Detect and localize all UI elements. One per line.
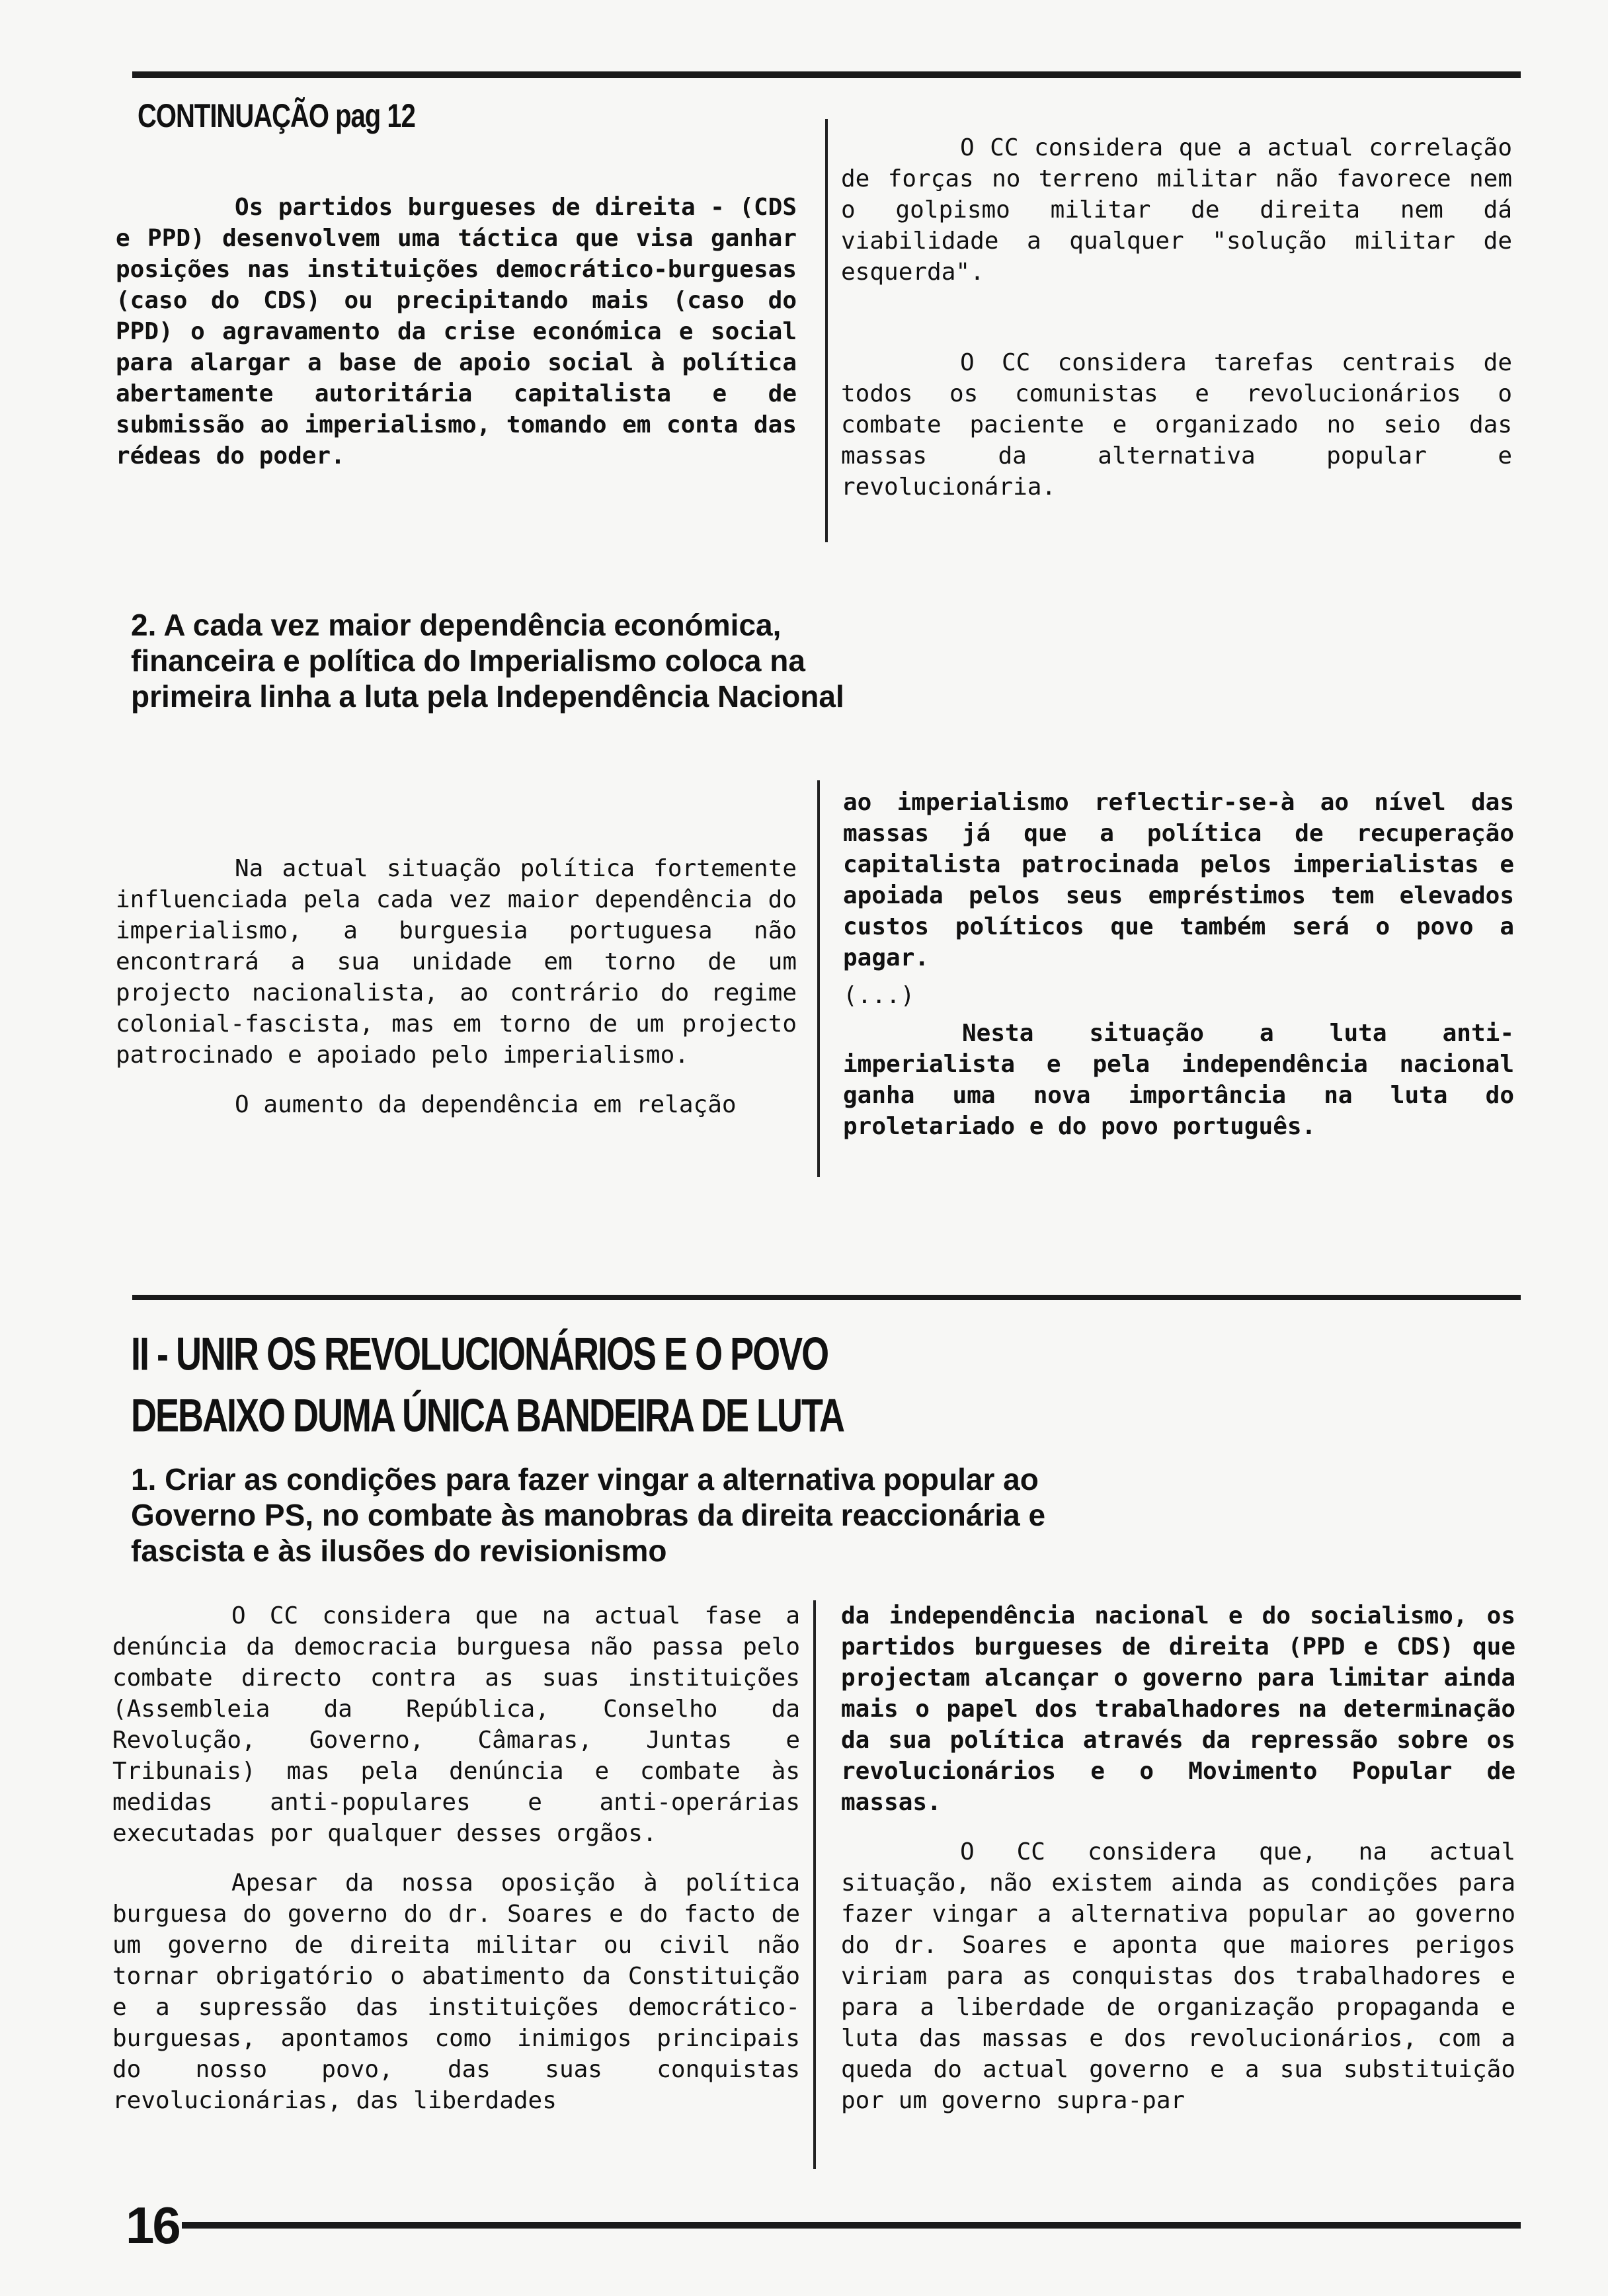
paragraph: O CC considera que, na actual situação, não existem ainda as condições para fazer vingar a alternativa popular ao governo do dr. Soares e aponta que maiores perigos viriam para as conquistas dos trabalhadores e para a liberdade de organização propaganda e luta das massas e dos revolucionários, com a queda do actual governo e a sua substituição por um governo supra-par [841, 1838, 1515, 2114]
paragraph: O CC considera que a actual correlação de forças no terreno militar não favorece nem o golpismo militar de direita nem dá viabilidade a qualquer "solução militar de esquerda". [841, 134, 1512, 286]
paragraph: da independência nacional e do socialismo, os partidos burgueses de direita (PPD e CDS) que projectam alcançar o governo para limitar ainda mais o papel dos trabalhadores na determinação da sua política através da repressão sobre os revolucionários e o Movimento Popular de massas. [841, 1602, 1515, 1816]
bottom-rule [182, 2222, 1521, 2229]
column-divider [825, 119, 828, 542]
section-ii-right-column [841, 1600, 1515, 2116]
paragraph: (...) [843, 982, 915, 1009]
paragraph: O CC considera tarefas centrais de todos os comunistas e revolucionários o combate paciente e organizado no seio das massas da alternativa popular e revolucionária. [841, 349, 1512, 501]
column-divider [813, 1600, 816, 2169]
column-divider [817, 780, 820, 1177]
section-title-line2: DEBAIXO DUMA ÚNICA BANDEIRA DE LUTA [131, 1389, 844, 1442]
paragraph: Nesta situação a luta anti-imperialista e pela independência nacional ganha uma nova importância na luta do proletariado e do povo português. [843, 1020, 1514, 1140]
page-number: 16 [126, 2196, 179, 2254]
continuation-label: CONTINUAÇÃO pag 12 [138, 98, 415, 134]
paragraph: Apesar da nossa oposição à política burguesa do governo do dr. Soares e do facto de um governo de direita militar ou civil não tornar obrigatório o abatimento da Constituição e a supressão das instituições democrático-burguesas, apontamos como inimigos principais do nosso povo, das suas conquistas revolucionárias, das liberdades [112, 1869, 800, 2114]
section-rule [132, 1295, 1521, 1300]
section-ii-left-column [112, 1600, 800, 2116]
section-subheading: 1. Criar as condições para fazer vingar a alternativa popular ao Governo PS, no combate às manobras da direita reaccionária e fascista e às ilusões do revisionismo [131, 1462, 1046, 1568]
top-rule [132, 71, 1521, 78]
top-right-column [841, 132, 1512, 503]
section-title-line1: II - UNIR OS REVOLUCIONÁRIOS E O POVO [131, 1328, 828, 1380]
section2-left-column [116, 853, 797, 1120]
paragraph: Os partidos burgueses de direita - (CDS e PPD) desenvolvem uma táctica que visa ganhar posições nas instituições democrático-burguesas (caso do CDS) ou precipitando mais (caso do PPD) o agravamento da crise económica e social para alargar a base de apoio social à política abertamente autoritária capitalista e de submissão ao imperialismo, tomando em conta das rédeas do poder. [116, 194, 797, 470]
paragraph: O aumento da dependência em relação [235, 1091, 737, 1118]
paragraph: ao imperialismo reflectir-se-à ao nível das massas já que a política de recuperação capitalista patrocinada pelos imperialistas e apoiada pelos seus empréstimos tem elevados custos políticos que também será o povo a pagar. [843, 789, 1514, 971]
section-heading: 2. A cada vez maior dependência económica, financeira e política do Imperialismo coloca na primeira linha a luta pela Independência Nacional [131, 608, 844, 714]
paragraph: O CC considera que na actual fase a denúncia da democracia burguesa não passa pelo combate directo contra as suas instituições (Assembleia da República, Conselho da Revolução, Governo, Câmaras, Juntas e Tribunais) mas pela denúncia e combate às medidas anti-populares e anti-operárias executadas por qualquer desses orgãos. [112, 1602, 800, 1847]
top-left-column [116, 192, 797, 472]
paragraph: Na actual situação política fortemente influenciada pela cada vez maior dependência do imperialismo, a burguesia portuguesa não encontrará a sua unidade em torno de um projecto nacionalista, ao contrário do regime colonial-fascista, mas em torno de um projecto patrocinado e apoiado pelo imperialismo. [116, 855, 797, 1069]
section2-right-column [843, 787, 1514, 1142]
